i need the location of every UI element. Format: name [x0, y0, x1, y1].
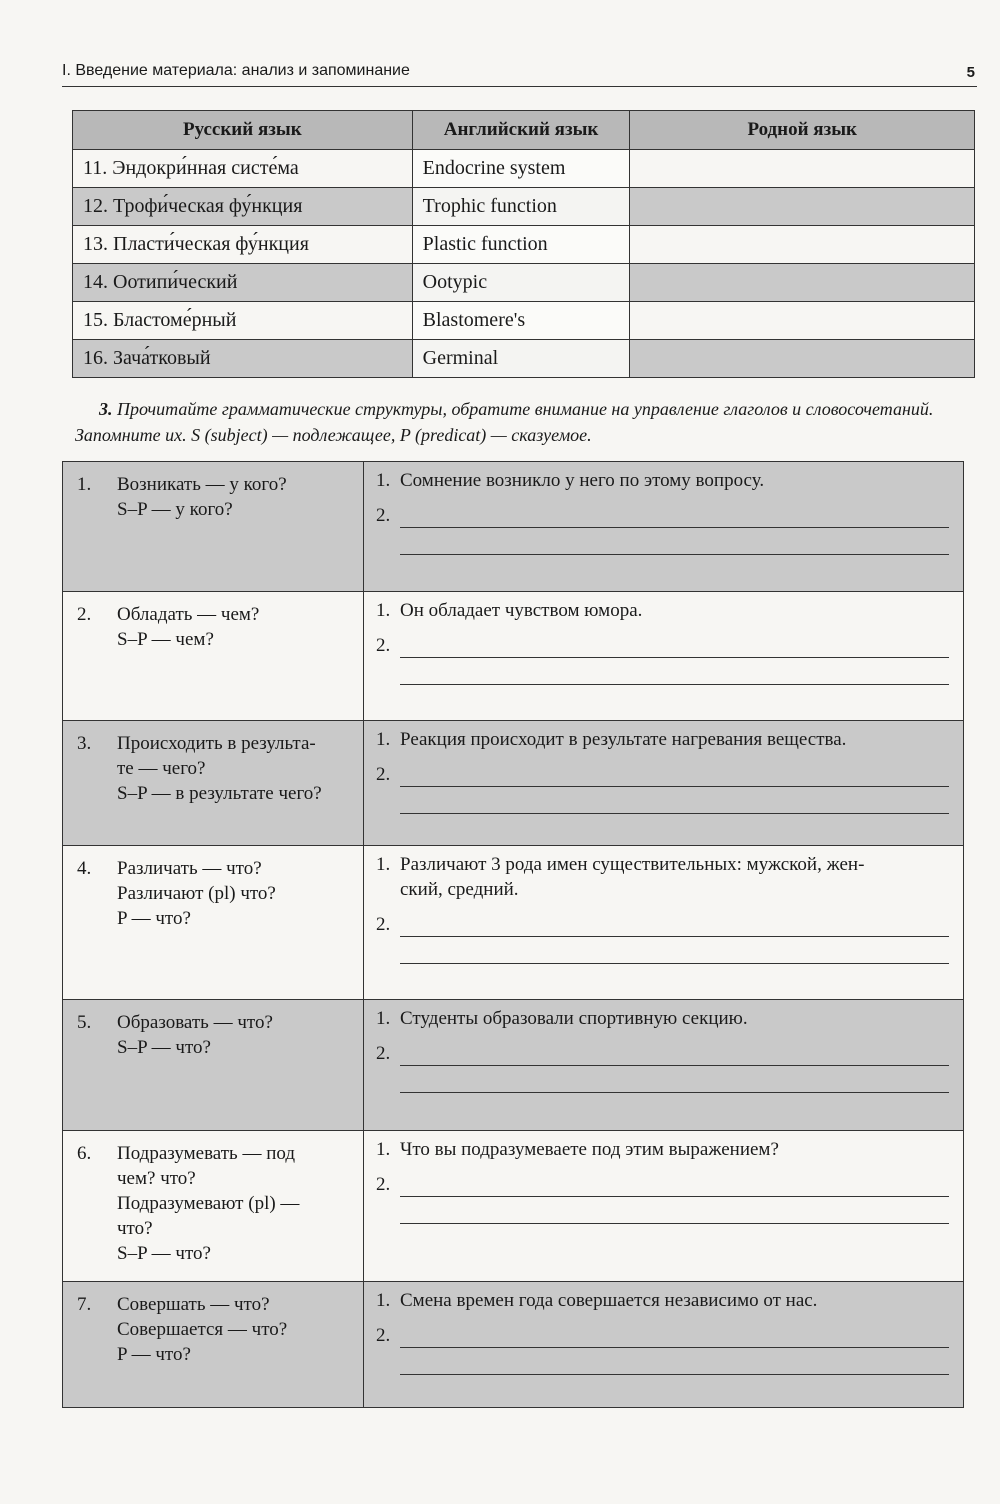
- blank-number: 2.: [376, 1174, 391, 1195]
- vocab-row: [73, 340, 975, 378]
- structure-number: 2.: [77, 604, 92, 625]
- example-sentence: Студенты образовали спортивную секцию.: [400, 1008, 748, 1029]
- en-term: Plastic function: [412, 226, 630, 264]
- example-cell: [364, 462, 964, 592]
- native-term-field[interactable]: [630, 150, 975, 188]
- blank-number: 2.: [376, 1325, 391, 1346]
- example-number: 1.: [376, 1290, 391, 1311]
- answer-line[interactable]: [400, 658, 949, 685]
- structure-line: Возникать — у кого?: [117, 474, 287, 495]
- vocab-row: [73, 188, 975, 226]
- structure-number: 6.: [77, 1143, 92, 1164]
- structure-line: S–P — в результате чего?: [117, 783, 322, 804]
- answer-line[interactable]: [400, 528, 949, 555]
- structure-line: Образовать — что?: [117, 1012, 273, 1033]
- example-sentence: Различают 3 рода имен существительных: мужской, жен-: [400, 854, 865, 875]
- structure-cell: [63, 1282, 364, 1408]
- answer-line[interactable]: [400, 764, 949, 787]
- answer-line[interactable]: [400, 937, 949, 964]
- vocab-header-row: [73, 111, 975, 150]
- ru-term: 12. Трофи́ческая фу́нкция: [73, 188, 413, 226]
- structure-number: 3.: [77, 733, 92, 754]
- native-term-field[interactable]: [630, 302, 975, 340]
- example-sentence: Реакция происходит в результате нагревания вещества.: [400, 729, 847, 750]
- native-term-field[interactable]: [630, 226, 975, 264]
- page-header: [62, 58, 977, 87]
- structure-line: S–P — у кого?: [117, 499, 233, 520]
- answer-line[interactable]: [400, 635, 949, 658]
- vocabulary-table: [72, 110, 975, 378]
- example-cell: [364, 721, 964, 846]
- structure-line: Подразумевать — под: [117, 1143, 296, 1164]
- grammar-row: [63, 592, 964, 721]
- en-term: Germinal: [412, 340, 630, 378]
- structure-line: Происходить в результа-: [117, 733, 316, 754]
- answer-line[interactable]: [400, 1174, 949, 1197]
- ru-term: 11. Эндокри́нная систе́ма: [73, 150, 413, 188]
- answer-line[interactable]: [400, 1197, 949, 1224]
- structure-line: P — что?: [117, 908, 191, 929]
- blank-number: 2.: [376, 764, 391, 785]
- example-sentence-cont: ский, средний.: [400, 879, 519, 900]
- blank-number: 2.: [376, 505, 391, 526]
- example-number: 1.: [376, 470, 391, 491]
- en-term: Endocrine system: [412, 150, 630, 188]
- col-native: Родной язык: [630, 111, 975, 150]
- vocab-row: [73, 302, 975, 340]
- structure-number: 7.: [77, 1294, 92, 1315]
- structure-line: S–P — что?: [117, 1037, 211, 1058]
- structure-cell: [63, 721, 364, 846]
- structure-line: те — чего?: [117, 758, 206, 779]
- example-sentence: Он обладает чувством юмора.: [400, 600, 643, 621]
- structure-cell: [63, 592, 364, 721]
- structure-line: Различают (pl) что?: [117, 883, 276, 904]
- native-term-field[interactable]: [630, 188, 975, 226]
- structure-line: что?: [117, 1218, 153, 1239]
- example-number: 1.: [376, 600, 391, 621]
- example-number: 1.: [376, 729, 391, 750]
- example-cell: [364, 1000, 964, 1131]
- structure-line: S–P — чем?: [117, 629, 214, 650]
- example-sentence: Что вы подразумеваете под этим выражением?: [400, 1139, 779, 1160]
- en-term: Blastomere's: [412, 302, 630, 340]
- ru-term: 16. Зача́тковый: [73, 340, 413, 378]
- structure-line: Совершать — что?: [117, 1294, 270, 1315]
- example-number: 1.: [376, 1008, 391, 1029]
- answer-line[interactable]: [400, 1066, 949, 1093]
- ru-term: 15. Бластоме́рный: [73, 302, 413, 340]
- grammar-row: [63, 846, 964, 1000]
- vocab-row: [73, 150, 975, 188]
- vocab-row: [73, 264, 975, 302]
- vocab-row: [73, 226, 975, 264]
- example-cell: [364, 1282, 964, 1408]
- structure-line: S–P — что?: [117, 1243, 211, 1264]
- answer-line[interactable]: [400, 914, 949, 937]
- answer-line[interactable]: [400, 505, 949, 528]
- grammar-row: [63, 1000, 964, 1131]
- structure-line: Различать — что?: [117, 858, 262, 879]
- example-number: 1.: [376, 1139, 391, 1160]
- structure-cell: [63, 462, 364, 592]
- structure-cell: [63, 846, 364, 1000]
- answer-line[interactable]: [400, 1325, 949, 1348]
- structure-line: Подразумевают (pl) —: [117, 1193, 300, 1214]
- ru-term: 14. Оотипи́ческий: [73, 264, 413, 302]
- task-number: 3.: [99, 399, 113, 419]
- task-text: Прочитайте грамматические структуры, обратите внимание на управление глаголов и словосочетаний. Запомните их. S (subject) — подлежащее, P (predicat) — сказуемое.: [75, 399, 934, 445]
- blank-number: 2.: [376, 914, 391, 935]
- grammar-table: [62, 461, 964, 1408]
- answer-line[interactable]: [400, 1348, 949, 1375]
- structure-line: P — что?: [117, 1344, 191, 1365]
- structure-cell: [63, 1000, 364, 1131]
- blank-number: 2.: [376, 1043, 391, 1064]
- ru-term: 13. Пласти́ческая фу́нкция: [73, 226, 413, 264]
- col-russian: Русский язык: [73, 111, 413, 150]
- col-english: Английский язык: [412, 111, 630, 150]
- grammar-row: [63, 462, 964, 592]
- en-term: Ootypic: [412, 264, 630, 302]
- example-sentence: Смена времен года совершается независимо от нас.: [400, 1290, 818, 1311]
- en-term: Trophic function: [412, 188, 630, 226]
- example-cell: [364, 1131, 964, 1282]
- answer-line[interactable]: [400, 787, 949, 814]
- structure-line: Совершается — что?: [117, 1319, 288, 1340]
- example-sentence: Сомнение возникло у него по этому вопросу.: [400, 470, 765, 491]
- native-term-field[interactable]: [630, 340, 975, 378]
- grammar-row: [63, 1131, 964, 1282]
- grammar-row: [63, 721, 964, 846]
- structure-line: чем? что?: [117, 1168, 196, 1189]
- blank-number: 2.: [376, 635, 391, 656]
- example-cell: [364, 592, 964, 721]
- task-instruction: [75, 396, 975, 448]
- answer-line[interactable]: [400, 1043, 949, 1066]
- structure-number: 5.: [77, 1012, 92, 1033]
- example-number: 1.: [376, 854, 391, 875]
- structure-cell: [63, 1131, 364, 1282]
- structure-number: 1.: [77, 474, 92, 495]
- example-cell: [364, 846, 964, 1000]
- native-term-field[interactable]: [630, 264, 975, 302]
- section-title: I. Введение материала: анализ и запоминание: [62, 62, 410, 79]
- page-number: 5: [966, 64, 975, 81]
- grammar-row: [63, 1282, 964, 1408]
- structure-number: 4.: [77, 858, 92, 879]
- structure-line: Обладать — чем?: [117, 604, 260, 625]
